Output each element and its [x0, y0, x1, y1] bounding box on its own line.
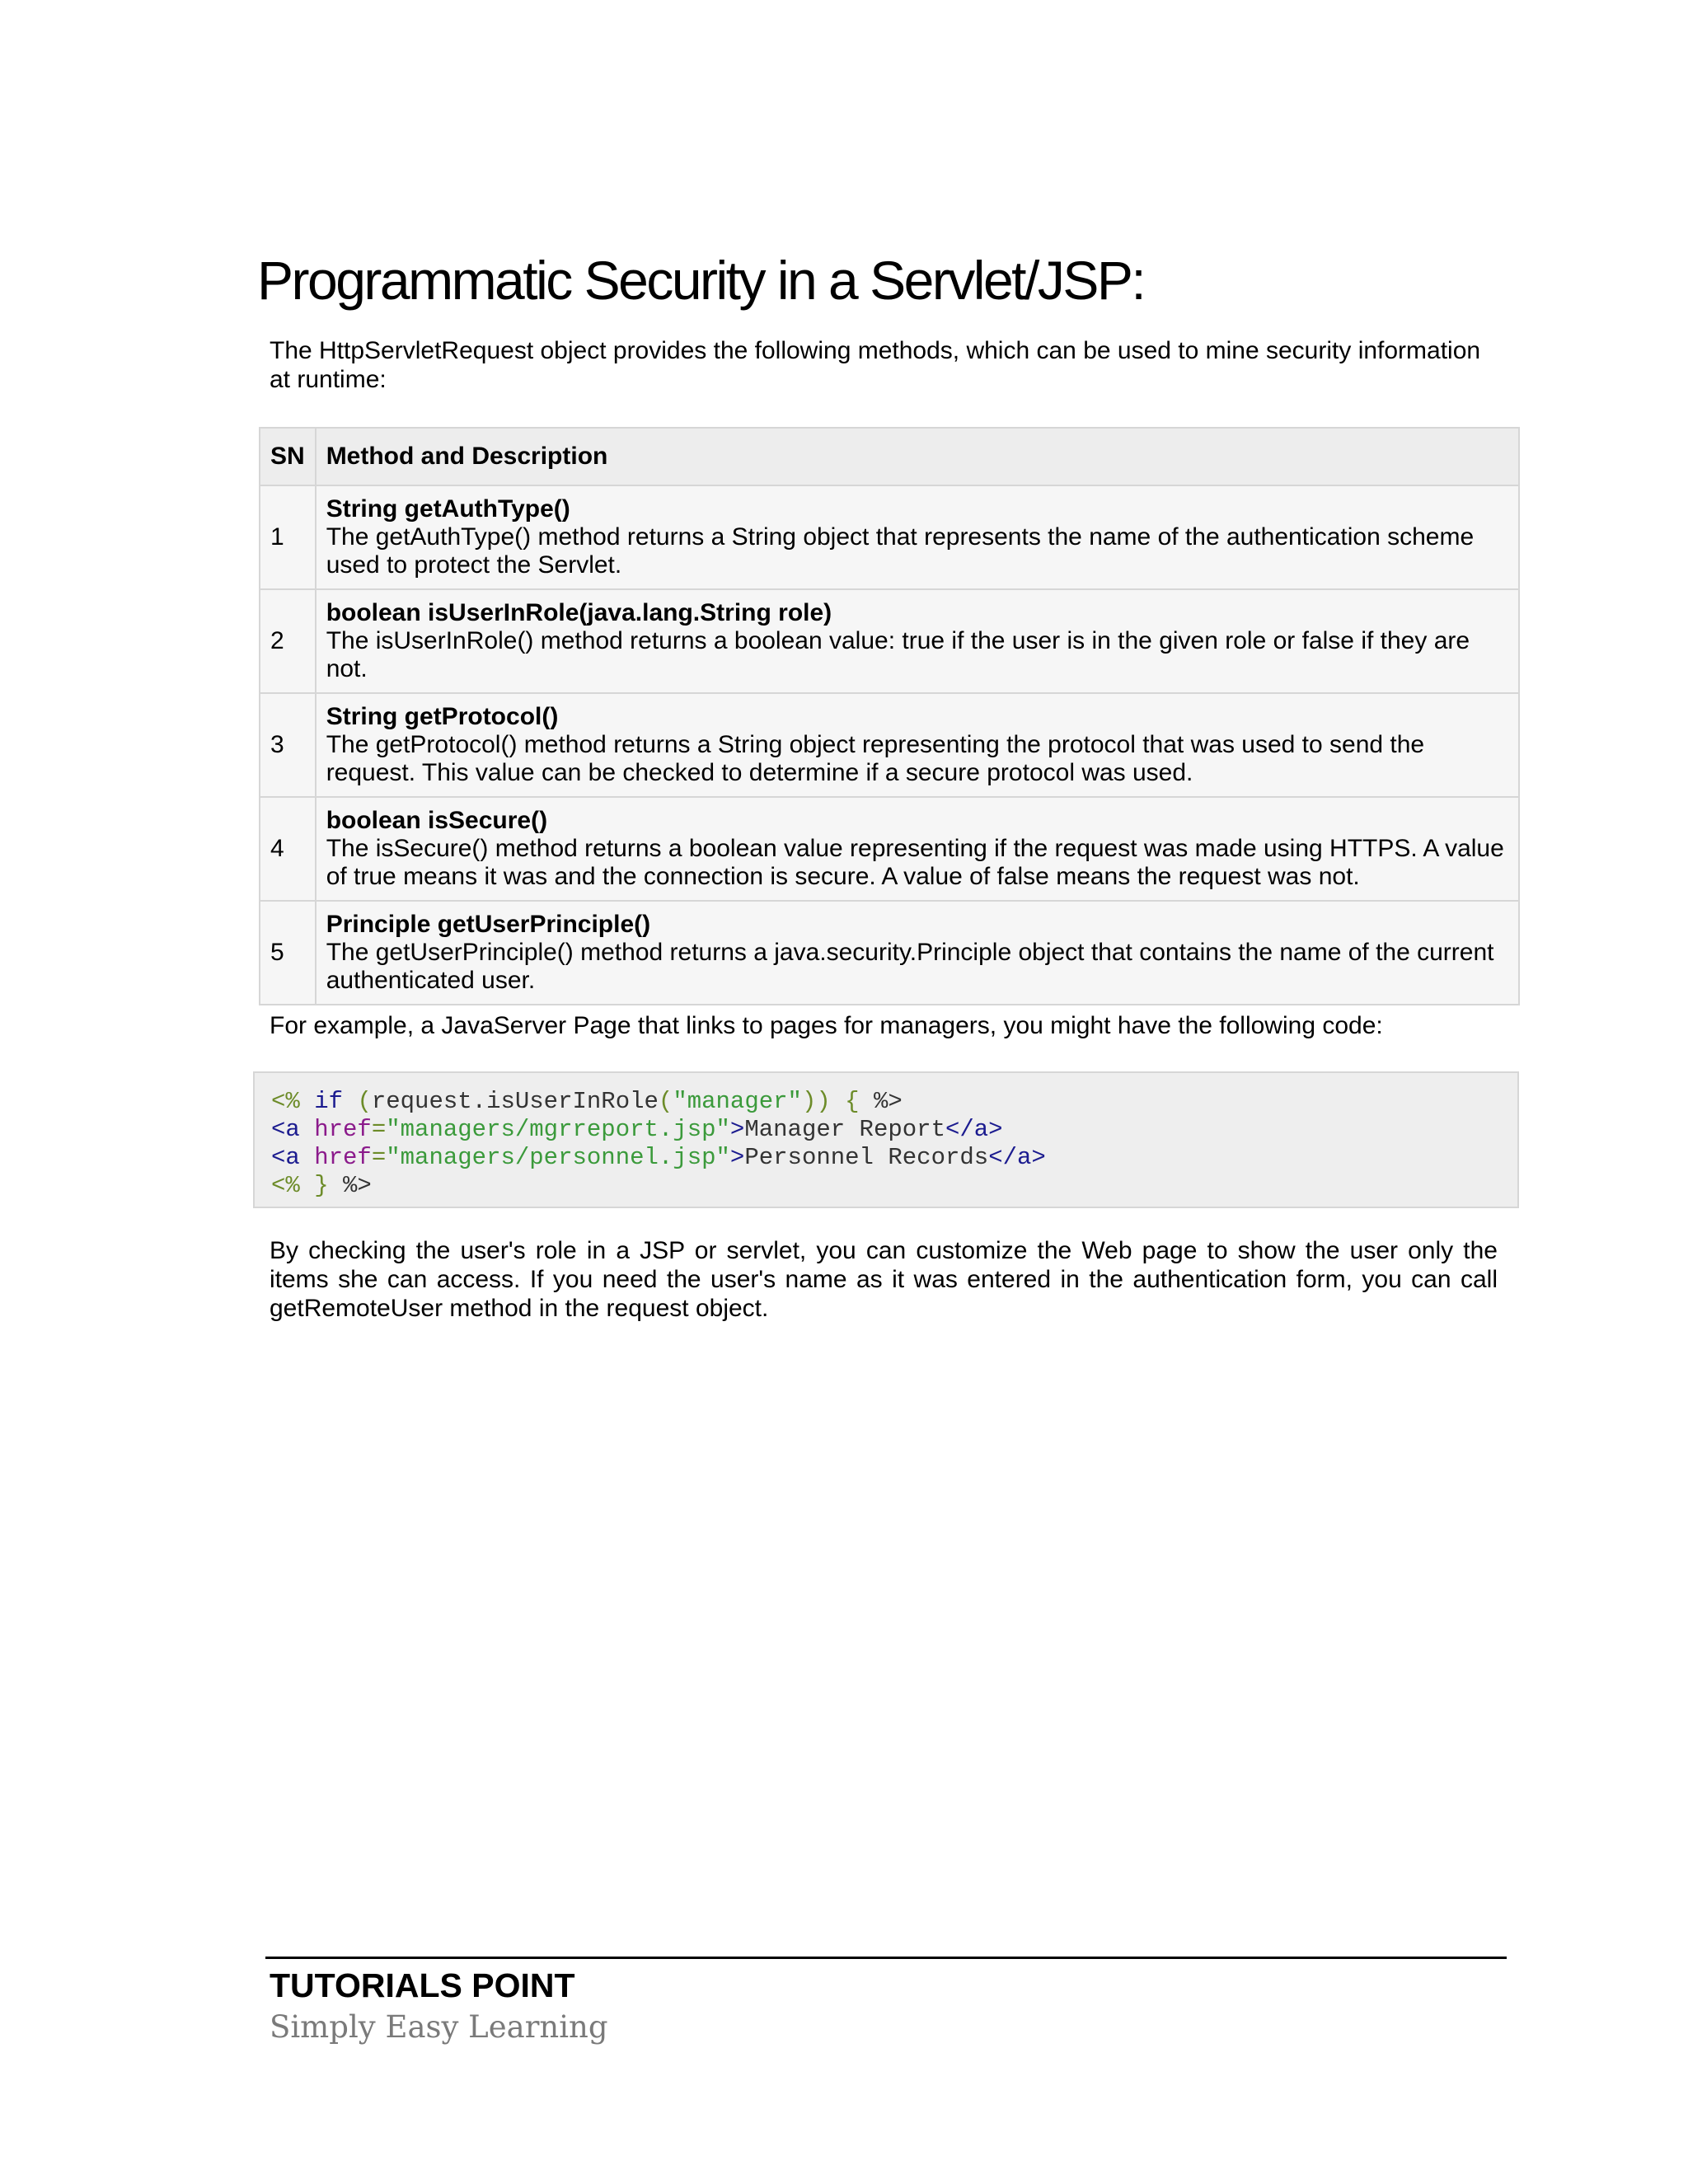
code-block: [253, 1071, 1519, 1208]
code-token: "managers/mgrreport.jsp": [386, 1116, 730, 1143]
row-sn: 5: [260, 901, 316, 1005]
code-token: %>: [343, 1172, 372, 1199]
row-sn: 1: [260, 485, 316, 589]
method-signature: boolean isSecure(): [326, 807, 548, 834]
code-token: Personnel Records: [744, 1144, 989, 1171]
footer-divider: [265, 1957, 1507, 1959]
row-content: [316, 797, 1519, 901]
table-row: [260, 797, 1519, 901]
page-title: Programmatic Security in a Servlet/JSP:: [257, 250, 1145, 311]
row-content: [316, 901, 1519, 1005]
method-description: The getUserPrinciple() method returns a java.security.Principle object that contains the name of the current authenticated user.: [326, 939, 1494, 994]
row-content: [316, 693, 1519, 797]
code-token: >: [729, 1116, 745, 1143]
row-sn: 4: [260, 797, 316, 901]
table-row: [260, 901, 1519, 1005]
code-token: href: [314, 1116, 372, 1143]
code-token: <a: [271, 1144, 300, 1171]
row-sn: 2: [260, 589, 316, 693]
header-sn: SN: [260, 428, 316, 485]
code-token: if: [314, 1088, 344, 1115]
method-description: The isSecure() method returns a boolean value representing if the request was made using HTTPS. A value of true means it was and the connection is secure. A value of false means the request was not.: [326, 835, 1504, 890]
code-token: >: [729, 1144, 745, 1171]
code-line: [271, 1144, 1501, 1172]
table-row: [260, 589, 1519, 693]
table-row: [260, 693, 1519, 797]
code-token: <%: [271, 1088, 300, 1115]
code-line: [271, 1116, 1501, 1144]
code-token: href: [314, 1144, 372, 1171]
intro-paragraph: The HttpServletRequest object provides the following methods, which can be used to mine security information at runtime:: [270, 337, 1481, 393]
code-token: (: [658, 1088, 673, 1115]
method-description: The getProtocol() method returns a String object representing the protocol that was used to send the request. This value can be checked to determine if a secure protocol was used.: [326, 731, 1425, 786]
code-token: </a>: [988, 1144, 1046, 1171]
method-signature: Principle getUserPrinciple(): [326, 911, 651, 938]
table-header-row: [260, 428, 1519, 485]
code-line: [271, 1088, 1501, 1116]
code-token: <a: [271, 1116, 300, 1143]
code-token: <%: [271, 1172, 300, 1199]
row-content: [316, 485, 1519, 589]
closing-paragraph: By checking the user's role in a JSP or servlet, you can customize the Web page to show the user only the items she can access. If you need the user's name as it was entered in the authentication form, you can call getRemoteUser method in the request object.: [270, 1237, 1498, 1322]
method-description: The isUserInRole() method returns a boolean value: true if the user is in the given role or false if they are not.: [326, 627, 1470, 682]
row-content: [316, 589, 1519, 693]
method-signature: String getProtocol(): [326, 703, 559, 730]
code-token: Manager Report: [744, 1116, 945, 1143]
footer-brand: TUTORIALS POINT: [270, 1966, 575, 2004]
example-intro: For example, a JavaServer Page that links to pages for managers, you might have the following code:: [270, 1012, 1383, 1039]
code-token: "manager": [673, 1088, 802, 1115]
code-token: =: [371, 1116, 387, 1143]
header-method-description: Method and Description: [316, 428, 1519, 485]
code-token: {: [845, 1088, 860, 1115]
code-token: }: [314, 1172, 329, 1199]
code-token: )): [801, 1088, 831, 1115]
methods-table: [259, 427, 1520, 1005]
code-token: %>: [873, 1088, 903, 1115]
method-description: The getAuthType() method returns a String object that represents the name of the authentication scheme used to protect the Servlet.: [326, 523, 1475, 579]
method-signature: String getAuthType(): [326, 495, 570, 523]
code-token: (: [357, 1088, 372, 1115]
code-line: [271, 1172, 1501, 1200]
code-token: "managers/personnel.jsp": [386, 1144, 730, 1171]
code-token: =: [371, 1144, 387, 1171]
footer-tagline: Simply Easy Learning: [270, 2009, 608, 2045]
code-token: </a>: [945, 1116, 1003, 1143]
code-token: request.isUserInRole: [371, 1088, 659, 1115]
row-sn: 3: [260, 693, 316, 797]
method-signature: boolean isUserInRole(java.lang.String role): [326, 599, 832, 626]
table-row: [260, 485, 1519, 589]
